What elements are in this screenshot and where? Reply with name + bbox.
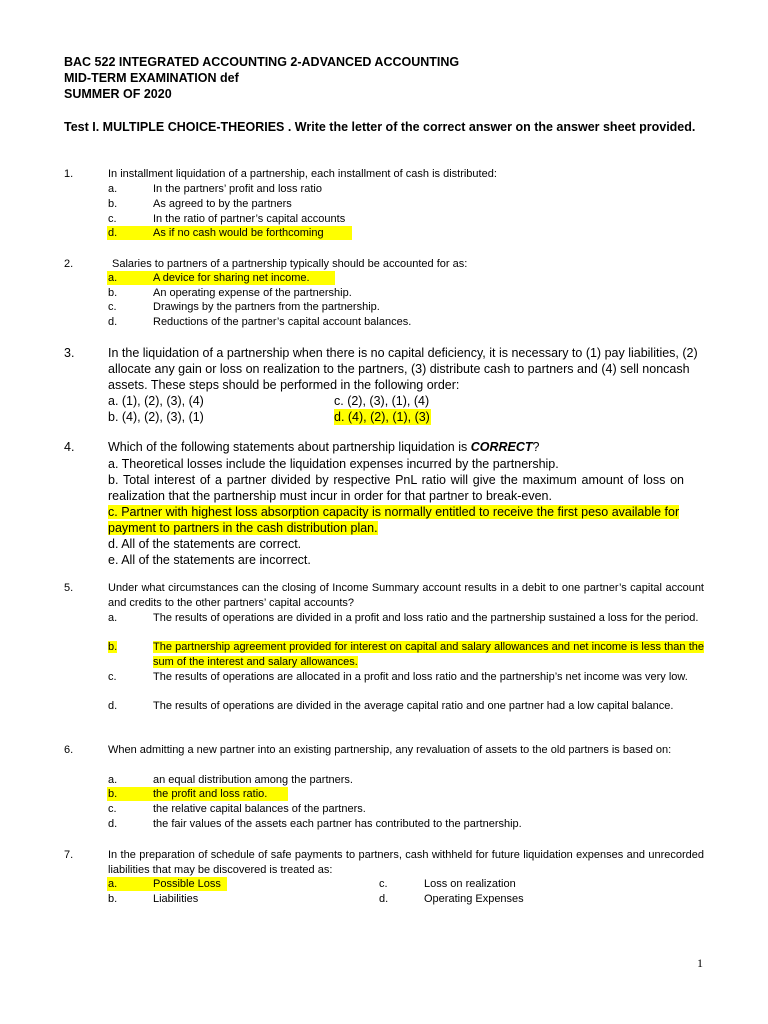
- q5-a-letter: a.: [108, 612, 118, 624]
- exam-title: MID-TERM EXAMINATION def: [64, 71, 239, 85]
- q1-a-letter: a.: [108, 183, 118, 195]
- q5-c-letter: c.: [108, 671, 117, 683]
- q2-stem: Salaries to partners of a partnership typically should be accounted for as:: [112, 258, 468, 270]
- test-instructions: Test I. MULTIPLE CHOICE-THEORIES . Write the letter of the correct answer on the answer sheet provided.: [64, 120, 696, 134]
- q7-number: 7.: [64, 849, 74, 861]
- q4-stem-text: Which of the following statements about partnership liquidation is: [108, 440, 471, 454]
- q7-option-a: Possible Loss: [153, 878, 221, 890]
- q1-b-letter: b.: [108, 198, 118, 210]
- q6-stem: When admitting a new partner into an existing partnership, any revaluation of assets to the old partners is based on:: [108, 744, 672, 756]
- q3-option-c: c. (2), (3), (1), (4): [334, 394, 430, 408]
- q2-option-b: An operating expense of the partnership.: [153, 287, 352, 299]
- q2-d-letter: d.: [108, 316, 118, 328]
- q5-option-a: The results of operations are divided in a profit and loss ratio and the partnership sustained a loss for the period.: [153, 612, 699, 624]
- q4-stem-end: ?: [532, 440, 540, 454]
- q7-c-letter: c.: [379, 878, 388, 890]
- q7-answer-highlight: [107, 877, 227, 891]
- q2-number: 2.: [64, 258, 74, 270]
- q1-option-a: In the partners’ profit and loss ratio: [153, 183, 322, 195]
- q3-number: 3.: [64, 346, 75, 360]
- q2-a-letter: a.: [108, 272, 118, 284]
- q6-c-letter: c.: [108, 803, 117, 815]
- q6-option-a: an equal distribution among the partners.: [153, 774, 353, 786]
- q7-option-b: Liabilities: [153, 893, 199, 905]
- q4-option-d: d. All of the statements are correct.: [108, 537, 302, 551]
- q6-answer-highlight: [107, 787, 288, 801]
- q4-number: 4.: [64, 440, 75, 454]
- q7-b-letter: b.: [108, 893, 118, 905]
- q5-option-c: The results of operations are allocated in a profit and loss ratio and the partnership’s net income was very low.: [153, 671, 688, 683]
- q3-option-d-highlight: d. (4), (2), (1), (3): [334, 410, 430, 424]
- q5-option-b-highlight: The partnership agreement provided for interest on capital and salary allowances and net income is less than the sum of the interest and salary allowances.: [153, 641, 704, 668]
- q1-stem: In installment liquidation of a partnership, each installment of cash is distributed:: [108, 168, 497, 180]
- q1-d-letter: d.: [108, 227, 118, 239]
- q2-option-c: Drawings by the partners from the partnership.: [153, 301, 380, 313]
- q4-option-e: e. All of the statements are incorrect.: [108, 553, 311, 567]
- q7-a-letter: a.: [108, 878, 118, 890]
- q1-number: 1.: [64, 168, 74, 180]
- q4-stem-emphasis: CORRECT: [470, 440, 533, 454]
- q4-option-c: [108, 504, 684, 536]
- q3-stem: In the liquidation of a partnership when there is no capital deficiency, it is necessary to (1) pay liabilities, (2) allocate any gain or loss on realization to the partners, (3) distribute cash to partners and (4) sell noncash assets. These steps should be performed in the following order:: [108, 346, 698, 392]
- q5-stem: Under what circumstances can the closing of Income Summary account results in a debit to one partner’s capital account and credits to the other partners’ capital accounts?: [108, 582, 704, 609]
- q2-answer-highlight: [107, 271, 335, 285]
- q6-b-letter: b.: [108, 788, 118, 800]
- q2-b-letter: b.: [108, 287, 118, 299]
- q7-stem: In the preparation of schedule of safe payments to partners, cash withheld for future liquidation expenses and unrecorded liabilities that may be discovered is treated as:: [108, 849, 704, 876]
- q1-answer-highlight: [107, 226, 352, 240]
- q2-option-d: Reductions of the partner’s capital account balances.: [153, 316, 412, 328]
- q7-option-c: Loss on realization: [424, 878, 516, 890]
- q1-option-c: In the ratio of partner’s capital accounts: [153, 213, 346, 225]
- q6-option-d: the fair values of the assets each partner has contributed to the partnership.: [153, 818, 522, 830]
- q3-option-a: a. (1), (2), (3), (4): [108, 394, 204, 408]
- q4-stem: [108, 439, 539, 455]
- q1-option-b: As agreed to by the partners: [153, 198, 292, 210]
- q7-d-letter: d.: [379, 893, 389, 905]
- q5-option-d: The results of operations are divided in the average capital ratio and one partner had a low capital balance.: [153, 700, 674, 712]
- q6-option-c: the relative capital balances of the partners.: [153, 803, 366, 815]
- q5-d-letter: d.: [108, 700, 118, 712]
- q4-option-b: b. Total interest of a partner divided by respective PnL ratio will give the maximum amount of loss on realization that the partnership must incur in order for that partner to break-even.: [108, 473, 684, 503]
- q6-d-letter: d.: [108, 818, 118, 830]
- q5-number: 5.: [64, 582, 74, 594]
- q2-c-letter: c.: [108, 301, 117, 313]
- q6-option-b: the profit and loss ratio.: [153, 788, 268, 800]
- q4-option-a: a. Theoretical losses include the liquidation expenses incurred by the partnership.: [108, 457, 559, 471]
- q7-option-d: Operating Expenses: [424, 893, 524, 905]
- q1-c-letter: c.: [108, 213, 117, 225]
- q6-a-letter: a.: [108, 774, 118, 786]
- page-number: 1: [697, 956, 703, 970]
- q6-number: 6.: [64, 744, 74, 756]
- q2-option-a: A device for sharing net income.: [153, 272, 310, 284]
- q3-option-b: b. (4), (2), (3), (1): [108, 410, 204, 424]
- q1-option-d: As if no cash would be forthcoming: [153, 227, 324, 239]
- term: SUMMER OF 2020: [64, 87, 172, 101]
- q5-b-letter: b.: [108, 641, 118, 653]
- course-title: BAC 522 INTEGRATED ACCOUNTING 2-ADVANCED ACCOUNTING: [64, 55, 460, 69]
- q5-option-b: [153, 640, 704, 669]
- q4-option-c-highlight: c. Partner with highest loss absorption capacity is normally entitled to receive the first peso available for payment to partners in the cash distribution plan.: [108, 505, 680, 535]
